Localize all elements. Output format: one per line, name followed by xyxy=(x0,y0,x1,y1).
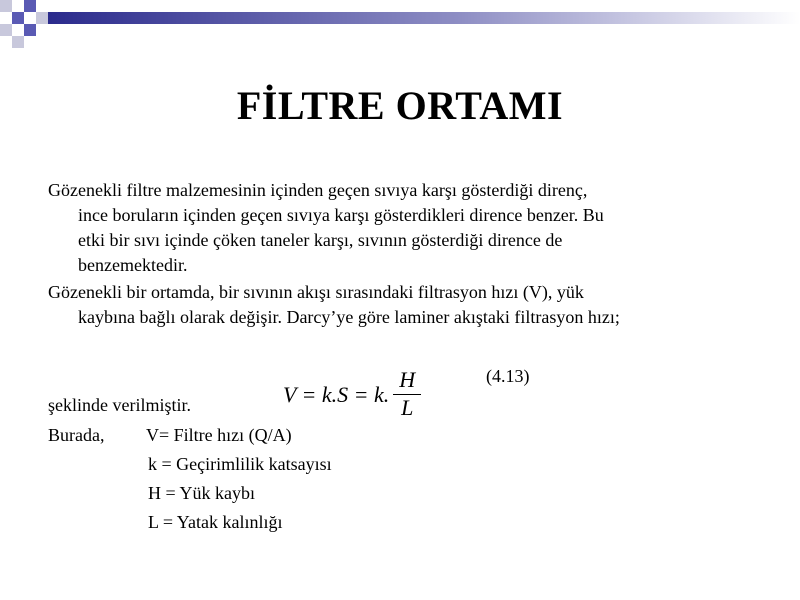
equation-number: (4.13) xyxy=(486,366,530,386)
darcy-formula xyxy=(283,368,421,421)
paragraph-2-line-1: Gözenekli bir ortamda, bir sıvının akışı sırasındaki filtrasyon hızı (V), yük xyxy=(48,282,584,302)
formula-denominator: L xyxy=(401,395,414,420)
definition-item: k = Geçirimlilik katsayısı xyxy=(148,454,332,474)
paragraph-1 xyxy=(48,178,748,278)
formula-lhs: V = k.S = k. xyxy=(283,381,390,407)
definition-item: H = Yük kaybı xyxy=(148,483,255,503)
after-equation-text: şeklinde verilmiştir. xyxy=(48,395,191,415)
formula-numerator: H xyxy=(393,368,421,395)
paragraph-2 xyxy=(48,280,748,330)
paragraph-1-line-1: Gözenekli filtre malzemesinin içinden geçen sıvıya karşı gösterdiği direnç, xyxy=(48,180,588,200)
formula-fraction xyxy=(393,368,421,421)
paragraph-1-line-2: ince boruların içinden geçen sıvıya karşı gösterdikleri dirence benzer. Bu xyxy=(78,205,604,225)
definition-item: L = Yatak kalınlığı xyxy=(148,512,283,532)
paragraph-1-line-4: benzemektedir. xyxy=(78,255,188,275)
paragraph-2-line-2: kaybına bağlı olarak değişir. Darcy’ye göre laminer akıştaki filtrasyon hızı; xyxy=(78,307,620,327)
slide-title: FİLTRE ORTAMI xyxy=(236,83,564,128)
paragraph-1-line-3: etki bir sıvı içinde çöken taneler karşı, sıvının gösterdiği dirence de xyxy=(78,230,563,250)
definitions-intro: Burada, xyxy=(48,425,105,445)
definition-item: V= Filtre hızı (Q/A) xyxy=(146,425,292,445)
header-banner xyxy=(0,0,800,52)
